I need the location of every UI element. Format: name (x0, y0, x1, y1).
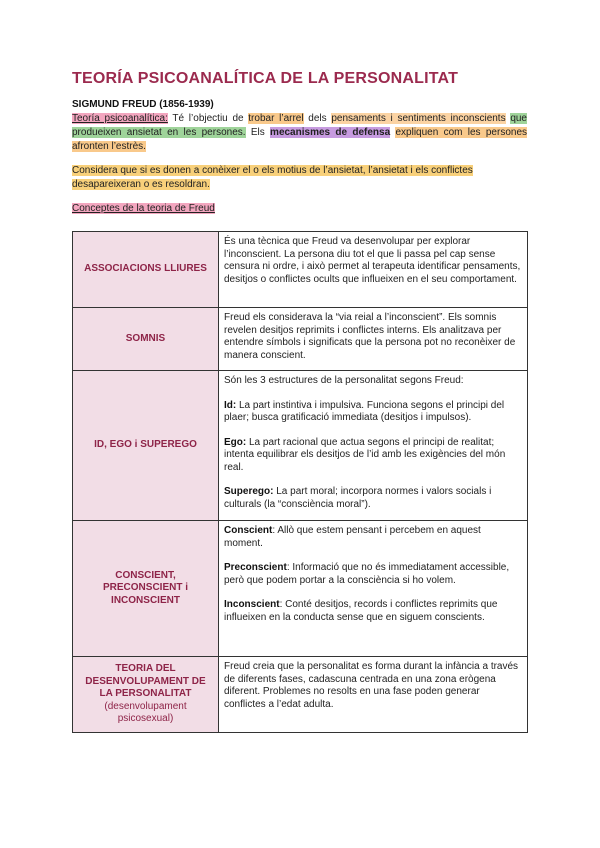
intro-text-2: dels (303, 113, 332, 124)
preconscient-term: Preconscient (224, 562, 287, 573)
row-key-conscient: CONSCIENT, PRECONSCIENT i INCONSCIENT (73, 521, 219, 657)
row-key-id-ego-superego: ID, EGO i SUPEREGO (73, 371, 219, 521)
ego-definition (224, 437, 522, 475)
highlight-defense: mecanismes de defensa (270, 127, 391, 138)
intro-text-1: Té l’objectiu de (167, 113, 249, 124)
anxiety-paragraph (72, 164, 527, 192)
row-value-desenvolupament: Freud creia que la personalitat es forma durant la infància a través de diferents fases, cadascuna centrada en una zona erògena diferent. Problemes no resolts en una fase poden generar conflictes a l’edat adulta. (219, 657, 528, 733)
concepts-heading (72, 203, 215, 214)
ego-term: Ego: (224, 436, 247, 448)
highlight-thoughts: pensaments i sentiments inconscients (331, 113, 506, 124)
row-key-somnis: SOMNIS (73, 308, 219, 371)
superego-definition (224, 486, 522, 511)
highlight-anxiety: que produeixen ansietat en les persones. (72, 113, 527, 138)
author-heading: SIGMUND FREUD (1856-1939) (72, 99, 214, 110)
inconscient-definition (224, 599, 522, 624)
id-definition (224, 400, 522, 425)
superego-term: Superego: (224, 486, 274, 497)
desenvolupament-subtitle: (desenvolupament psicosexual) (104, 700, 187, 725)
superego-text: La part moral; incorpora normes i valors socials i culturals (la “consciència moral”). (224, 486, 492, 510)
concepts-table (72, 231, 528, 733)
highlight-stress: expliquen com les persones afronten l’estrès. (72, 127, 527, 152)
row-value-id-ego-superego (219, 371, 528, 521)
table-row (73, 308, 528, 371)
highlight-root: trobar l’arrel (248, 113, 304, 124)
inconscient-term: Inconscient (224, 599, 280, 610)
structures-intro: Són les 3 estructures de la personalitat segons Freud: (224, 375, 464, 386)
intro-paragraph (72, 112, 527, 154)
preconscient-text: : Informació que no és immediatament accessible, però que podem portar a la consciència si ho volem. (224, 562, 510, 586)
id-term: Id: (224, 399, 237, 411)
theory-label: Teoría psicoanalítica: (72, 113, 168, 124)
concepts-link: Conceptes de la teoria de Freud (72, 203, 215, 214)
ego-text: La part racional que actua segons el principi de realitat; intenta equilibrar els desitjos de l’id amb les exigències del món real. (224, 436, 506, 473)
row-value-associacions: És una tècnica que Freud va desenvolupar per explorar l’inconscient. La persona diu tot el que li passa pel cap sense censura ni ordre, i això permet al terapeuta identificar pensaments, desitjos o conflictes ocults que influeixen en el seu comportament. (219, 232, 528, 308)
intro-text-4: Els (245, 127, 271, 138)
table-row (73, 657, 528, 733)
row-value-conscient (219, 521, 528, 657)
conscient-definition (224, 525, 522, 550)
table-row (73, 521, 528, 657)
highlight-anxiety-resolve: Considera que si es donen a conèixer el o els motius de l’ansietat, l’ansietat i els conflictes desapareixeran o es resoldran. (72, 165, 473, 190)
row-value-somnis: Freud els considerava la “via reial a l’inconscient”. Els somnis revelen desitjos reprimits i conflictes interns. Els analitzava per entendre símbols i significats que la persona pot no reconèixer de manera conscient. (219, 308, 528, 371)
desenvolupament-title: TEORIA DEL DESENVOLUPAMENT DE LA PERSONALITAT (85, 663, 206, 700)
preconscient-definition (224, 562, 522, 587)
id-text: La part instintiva i impulsiva. Funciona segons el principi del plaer; busca gratificació immediata (desitjos i impulsos). (224, 399, 505, 423)
conscient-text: : Allò que estem pensant i percebem en aquest moment. (224, 525, 481, 549)
row-key-associacions: ASSOCIACIONS LLIURES (73, 232, 219, 308)
table-row (73, 371, 528, 521)
conscient-term: Conscient (224, 525, 273, 536)
inconscient-text: : Conté desitjos, records i conflictes reprimits que influeixen en la conducta sense que en siguem conscients. (224, 599, 498, 623)
row-key-desenvolupament (73, 657, 219, 733)
page-title: TEORÍA PSICOANALÍTICA DE LA PERSONALITAT (72, 70, 459, 87)
table-row (73, 232, 528, 308)
